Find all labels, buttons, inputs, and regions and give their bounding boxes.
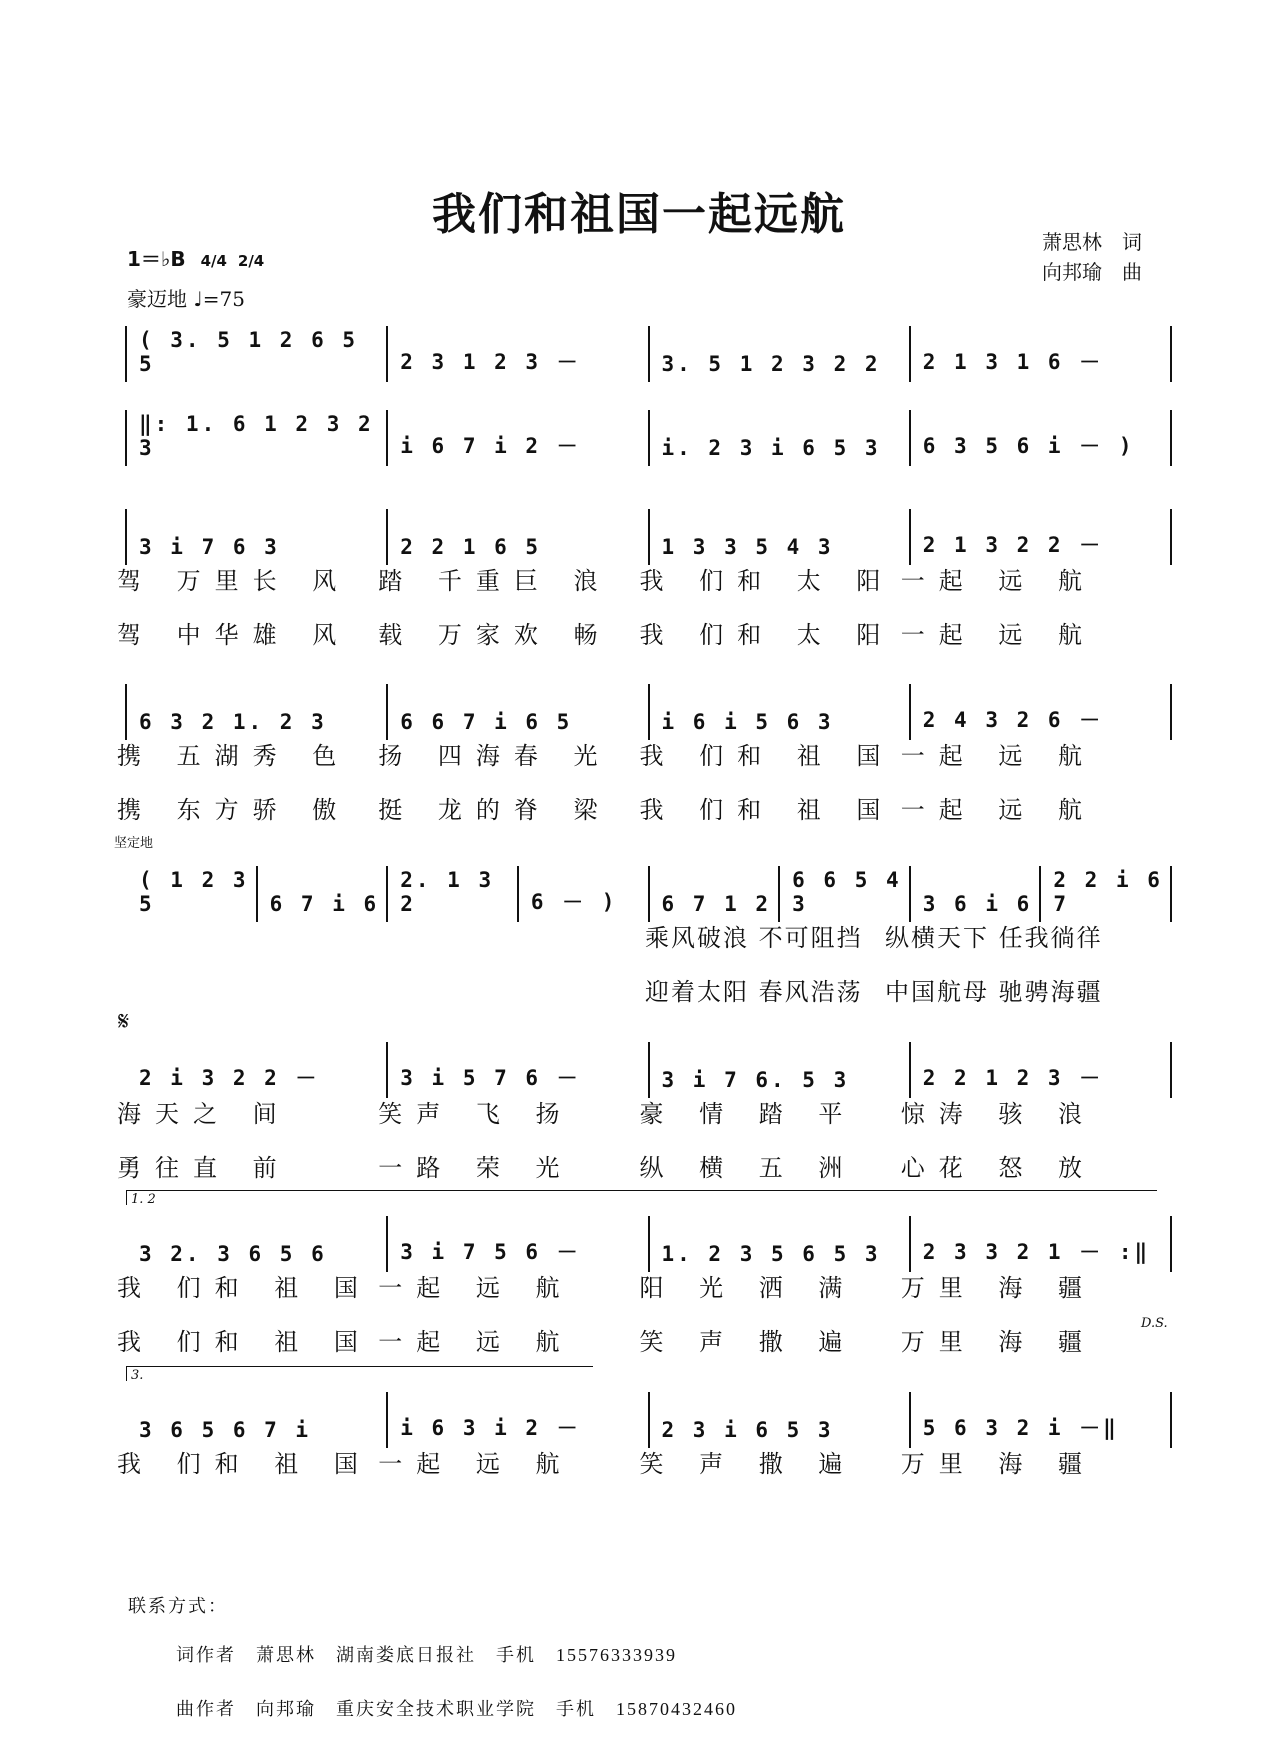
measure-notes: 2 4 3 2 6 － [922,708,1104,732]
lyric-phrase: 豪 情 踏 平 [639,1100,857,1128]
measure [909,1038,1170,1098]
measure-notes: ‖: 1. 6 1 2 3 2 3 [139,412,374,460]
ds-marking: D.S. [1141,1316,1168,1331]
measure [386,322,647,382]
barline [909,684,911,740]
volta-bracket-1 [126,1190,1157,1205]
measure-notes: 2 2 1 6 5 [400,535,542,559]
barline-end [1170,866,1172,922]
barline [386,866,388,922]
barline [386,509,388,565]
lyric-phrase: 我 们和 祖 国 [639,796,895,824]
lyric-phrase: 驾 万里长 风 [117,567,351,595]
lyric-phrase: 我 们和 祖 国 [117,1328,372,1356]
measure [386,862,517,922]
barline [517,866,519,922]
measure [386,680,647,740]
lyric-phrase: 一起 远 航 [378,1450,574,1478]
measure [909,862,1040,922]
song-title: 我们和祖国一起远航 [432,189,846,240]
lyric-phrase: 惊涛 骇 浪 [900,1100,1097,1128]
measure [386,406,647,466]
measure-notes: i 6 i 5 6 3 [661,710,834,734]
measure [386,1038,647,1098]
measure [1039,862,1170,922]
lyrics-line [117,1094,1170,1134]
music-system [125,1212,1170,1272]
measure [909,680,1170,740]
music-system [125,505,1170,565]
measure [386,1388,647,1448]
measure [125,322,386,382]
barline [125,684,127,740]
lyric-phrase: 阳 光 洒 满 [639,1274,857,1302]
lyric-phrase: 携 东方骄 傲 [117,796,351,824]
barline [648,1392,650,1448]
measure-notes: 2 2 1 2 3 － [922,1066,1104,1090]
measure-notes: 3 i 7 6. 5 3 [661,1068,850,1092]
lyric-phrase: 携 五湖秀 色 [117,742,351,770]
music-system [125,680,1170,740]
time-sig-1: 4/4 [200,252,227,270]
barline [648,1216,650,1272]
key-signature [127,243,264,272]
measure [909,1212,1170,1272]
barline [909,1392,911,1448]
lyrics-line [117,790,1170,830]
lyric-phrase: 万里 海 疆 [900,1274,1097,1302]
measure [648,322,909,382]
music-system [125,406,1170,466]
measure [256,862,387,922]
lyric-phrase: 我 们和 太 阳 [639,567,895,595]
barline [909,509,911,565]
contact-lyricist: 词作者 萧思林 湖南娄底日报社 手机 15576333939 [176,1645,677,1665]
barline [125,326,127,382]
barline [909,1216,911,1272]
barline [386,684,388,740]
measure [386,505,647,565]
lyric-phrase: 一起 远 航 [378,1328,574,1356]
barline [386,1392,388,1448]
composer-credit: 向邦瑜 曲 [1042,260,1142,284]
measure-notes: 3 i 5 7 6 － [400,1066,581,1090]
barline [256,866,258,922]
lyrics-line [117,1268,1170,1308]
barline [386,1042,388,1098]
measure [909,322,1170,382]
vertical-mark: 坚定地 [114,836,154,851]
measure [648,1038,909,1098]
measure [125,1388,386,1448]
measure [125,1038,386,1098]
music-system [125,322,1170,382]
measure [386,1212,647,1272]
music-system [125,862,1170,922]
lyrics-line [125,972,1170,1012]
measure [125,406,386,466]
barline [386,326,388,382]
barline [648,326,650,382]
barline [648,684,650,740]
measure [648,406,909,466]
contact-composer: 曲作者 向邦瑜 重庆安全技术职业学院 手机 15870432460 [176,1699,737,1719]
measure [909,1388,1170,1448]
barline [648,410,650,466]
measure-notes: ( 3. 5 1 2 6 5 5 [139,328,359,376]
measure [125,862,256,922]
lyric-phrase: 一路 荣 光 [378,1154,574,1182]
measure [778,862,909,922]
measure [125,505,386,565]
measure-notes: 6 6 5 4 3 [792,868,902,916]
barline [386,410,388,466]
measure [517,862,648,922]
lyric-phrase: 一起 远 航 [900,742,1097,770]
lyric-phrase: 笑声 飞 扬 [378,1100,574,1128]
measure-notes: 1. 2 3 5 6 5 3 [661,1242,881,1266]
lyricist-credit: 萧思林 词 [1042,230,1142,254]
lyric-phrase: 心花 怒 放 [900,1154,1097,1182]
barline [648,866,650,922]
measure-notes: 2 3 i 6 5 3 [661,1418,834,1442]
lyric-phrase: 乘风破浪 不可阻挡 [645,924,863,952]
lyric-phrase: 我 们和 祖 国 [117,1274,372,1302]
barline-end [1170,410,1172,466]
segno-sign: 𝄋 [118,1007,130,1037]
measure-notes: 3 6 5 6 7 i [139,1418,312,1442]
lyric-phrase: 一起 远 航 [900,796,1097,824]
lyrics-line [125,918,1170,958]
barline [909,1042,911,1098]
measure-notes: i 6 3 i 2 － [400,1416,581,1440]
lyric-phrase: 海天之 间 [117,1100,291,1128]
measure-notes: i. 2 3 i 6 5 3 [661,436,881,460]
lyric-phrase: 一起 远 航 [378,1274,574,1302]
measure [125,680,386,740]
measure-notes: i 6 7 i 2 － [400,434,581,458]
measure [648,1388,909,1448]
volta-label-1: 1. 2 [131,1192,156,1207]
lyric-phrase: 载 万家欢 畅 [378,621,612,649]
lyrics-line [117,615,1170,655]
lyrics-line [117,736,1170,776]
measure-notes: 3. 5 1 2 3 2 2 [661,352,881,376]
barline [909,410,911,466]
measure [648,680,909,740]
music-system [125,1388,1170,1448]
music-system [125,1038,1170,1098]
measure-notes: 6 7 1 2 [661,892,772,916]
measure-notes: 2 i 3 2 2 － [139,1066,320,1090]
measure-notes: 1 3 3 5 4 3 [661,535,834,559]
lyric-phrase: 笑 声 撒 遍 [639,1328,857,1356]
measure [125,1212,386,1272]
barline-end [1170,509,1172,565]
measure-notes: 6 6 7 i 6 5 [400,710,573,734]
measure [909,505,1170,565]
key-text: 1＝♭B [127,247,186,271]
measure-notes: 3 i 7 6 3 [139,535,280,559]
barline [909,866,911,922]
measure [648,1212,909,1272]
barline [125,509,127,565]
measure-notes: 2 2 i 6 7 [1053,868,1163,916]
barline-end [1170,326,1172,382]
lyrics-line [117,561,1170,601]
measure [648,505,909,565]
lyrics-line [117,1444,1170,1484]
barline-end [1170,1392,1172,1448]
measure-notes: 6 3 2 1. 2 3 [139,710,327,734]
lyric-phrase: 纵 横 五 洲 [639,1154,857,1182]
time-sig-2: 2/4 [237,252,265,270]
measure-notes: 2 1 3 1 6 － [922,350,1104,374]
measure [648,862,779,922]
barline [386,1216,388,1272]
barline-end [1170,1042,1172,1098]
lyric-phrase: 一起 远 航 [900,621,1097,649]
measure [909,406,1170,466]
barline [1039,866,1041,922]
lyric-phrase: 我 们和 祖 国 [117,1450,372,1478]
measure-notes: 2 3 1 2 3 － [400,350,581,374]
contact-heading: 联系方式： [128,1596,228,1616]
lyric-phrase: 我 们和 太 阳 [639,621,895,649]
lyric-phrase: 勇往直 前 [117,1154,291,1182]
barline [125,410,127,466]
barline [909,326,911,382]
lyric-phrase: 万里 海 疆 [900,1450,1097,1478]
lyric-phrase: 挺 龙的脊 梁 [378,796,612,824]
lyric-phrase: 我 们和 祖 国 [639,742,895,770]
measure-notes: 3 i 7 5 6 － [400,1240,581,1264]
lyric-phrase: 万里 海 疆 [900,1328,1097,1356]
measure-notes: 6 7 i 6 [269,892,380,916]
barline-end [1170,684,1172,740]
measure-notes: 6 － ) [530,890,618,914]
barline [778,866,780,922]
measure-notes: 2 3 3 2 1 － :‖ [922,1240,1151,1264]
measure-notes: 2. 1 3 2 [400,868,495,916]
lyrics-line [117,1148,1170,1188]
lyric-phrase: 一起 远 航 [900,567,1097,595]
measure-notes: 3 6 i 6 [922,892,1033,916]
lyrics-line [117,1322,1170,1362]
lyric-phrase: 纵横天下 任我徜徉 [885,924,1103,952]
lyric-phrase: 笑 声 撒 遍 [639,1450,857,1478]
volta-label-2: 3. [131,1368,144,1383]
barline [648,1042,650,1098]
measure-notes: 6 3 5 6 i － ) [922,434,1135,458]
lyric-phrase: 踏 千重巨 浪 [378,567,612,595]
lyric-phrase: 驾 中华雄 风 [117,621,351,649]
tempo-marking: 豪迈地 ♩=75 [127,287,245,311]
lyric-phrase: 迎着太阳 春风浩荡 [645,978,863,1006]
lyric-phrase: 扬 四海春 光 [378,742,612,770]
measure-notes: 5 6 3 2 i －‖ [922,1416,1119,1440]
barline-end [1170,1216,1172,1272]
volta-bracket-2 [126,1366,593,1381]
measure-notes: ( 1 2 3 5 [139,868,249,916]
lyric-phrase: 中国航母 驰骋海疆 [885,978,1103,1006]
measure-notes: 3 2. 3 6 5 6 [139,1242,327,1266]
measure-notes: 2 1 3 2 2 － [922,533,1104,557]
barline [648,509,650,565]
